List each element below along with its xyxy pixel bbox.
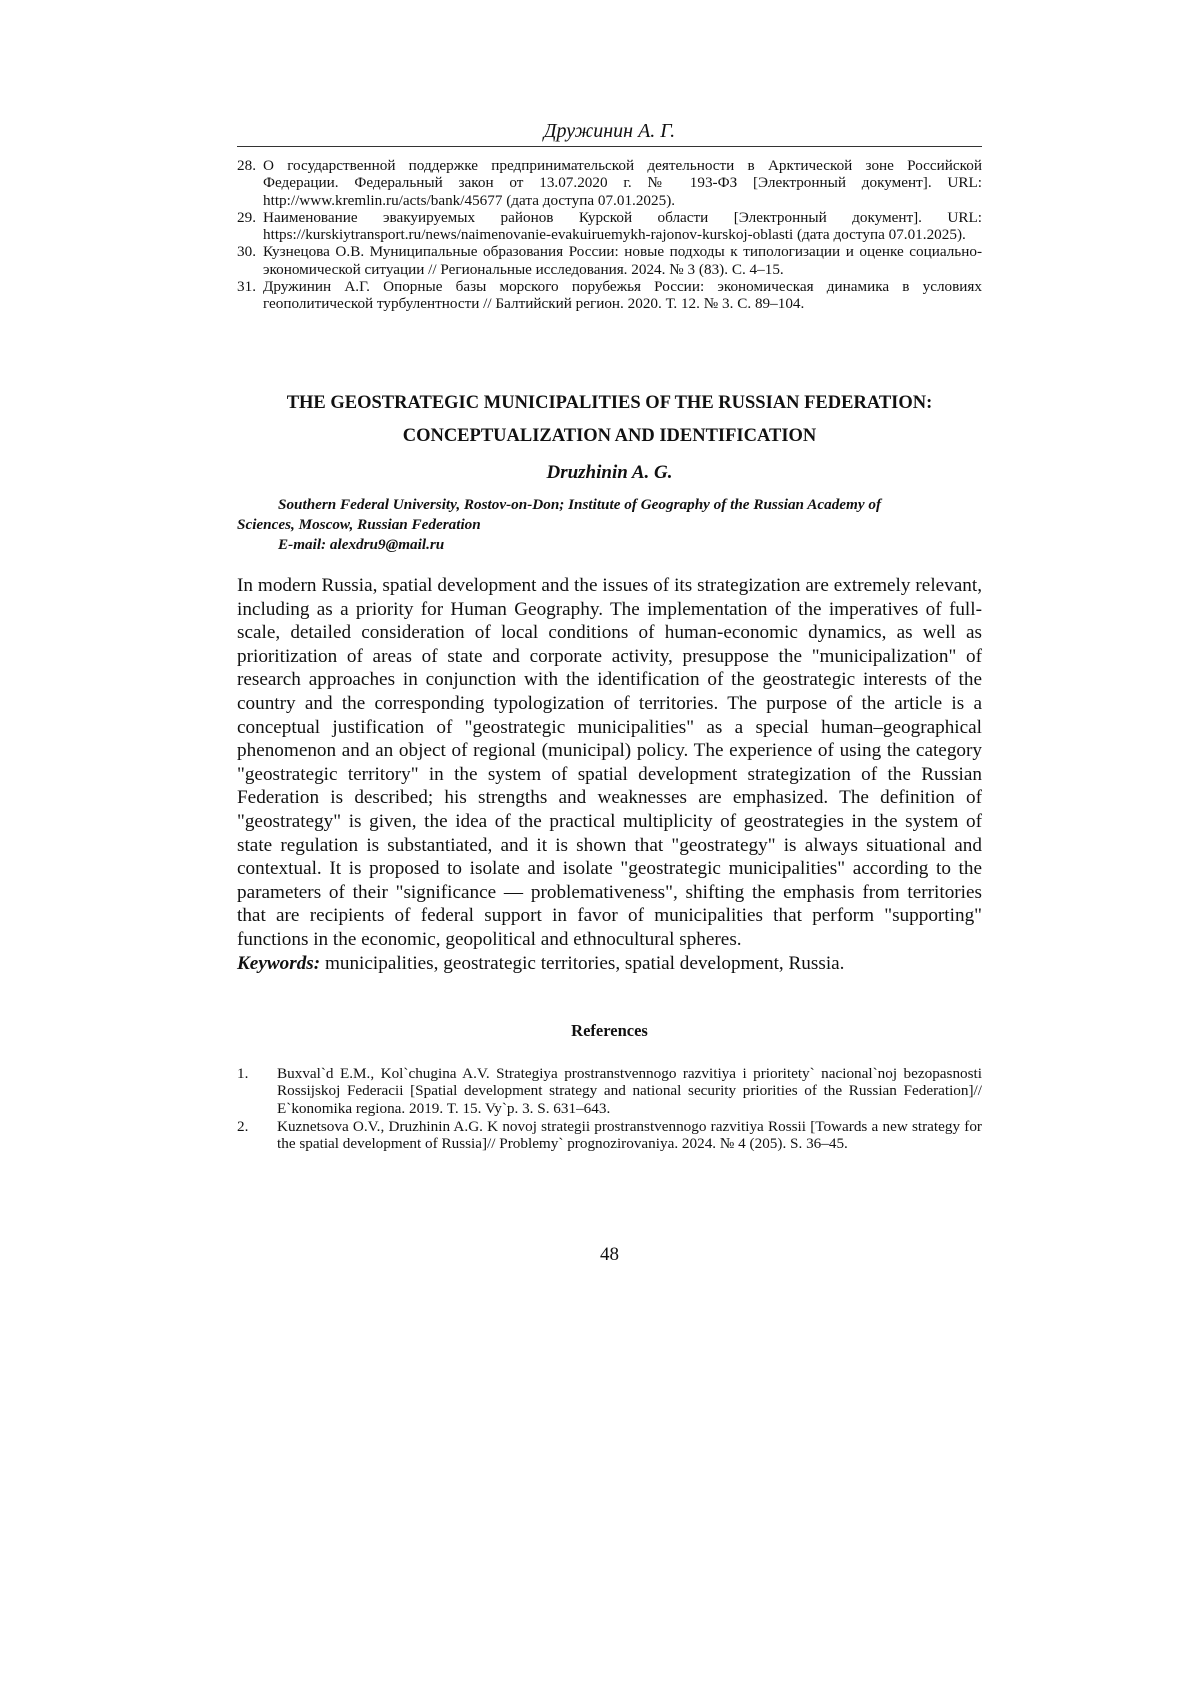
- reference-number: 31.: [237, 278, 263, 313]
- references-list: [237, 1065, 982, 1153]
- reference-text: Buxval`d E.M., Kol`chugina A.V. Strategiya prostranstvennogo razvitiya i prioritety` nacional`noj bezopasnosti Rossijskoj Federacii [Spatial development strategy and national security priorities of the Russian Federation]// E`konomika regiona. 2019. T. 15. Vy`p. 3. S. 631–643.: [277, 1065, 982, 1117]
- reference-text: Дружинин А.Г. Опорные базы морского порубежья России: экономическая динамика в условиях геополитической турбулентности // Балтийский регион. 2020. Т. 12. № 3. С. 89–104.: [263, 278, 982, 313]
- abstract: [237, 574, 982, 975]
- article-title-line-2: CONCEPTUALIZATION AND IDENTIFICATION: [237, 426, 982, 447]
- reference-item: [237, 243, 982, 278]
- reference-number: 29.: [237, 209, 263, 244]
- author-affiliation: [237, 495, 982, 555]
- reference-text: Наименование эвакуируемых районов Курской области [Электронный документ]. URL: https://kurskiytransport.ru/news/naimenovanie-evakuiruemykh-rajonov-kurskoj-oblasti (дата доступа 07.01.2025).: [263, 209, 982, 244]
- affiliation-line-2: Sciences, Moscow, Russian Federation: [237, 515, 982, 535]
- reference-text: Kuznetsova O.V., Druzhinin A.G. K novoj strategii prostranstvennogo razvitiya Rossii [Towards a new strategy for the spatial development of Russia]// Problemy` prognozirovaniya. 2024. № 4 (205). S. 36–45.: [277, 1118, 982, 1153]
- header-rule: [237, 146, 982, 147]
- reference-item: [237, 157, 982, 209]
- reference-number: 28.: [237, 157, 263, 209]
- reference-item: [237, 209, 982, 244]
- reference-text: Кузнецова О.В. Муниципальные образования России: новые подходы к типологизации и оценке социально-экономической ситуации // Региональные исследования. 2024. № 3 (83). С. 4–15.: [263, 243, 982, 278]
- page-number: 48: [237, 1244, 982, 1266]
- affiliation-line-1: Southern Federal University, Rostov-on-Don; Institute of Geography of the Russian Academy of: [237, 495, 982, 515]
- keywords-text: municipalities, geostrategic territories, spatial development, Russia.: [320, 953, 844, 974]
- references-heading: References: [237, 1021, 982, 1041]
- reference-item: [237, 278, 982, 313]
- keywords: [237, 952, 982, 976]
- reference-number: 30.: [237, 243, 263, 278]
- article-author: Druzhinin A. G.: [237, 462, 982, 484]
- reference-item: [237, 1065, 982, 1117]
- reference-number: 1.: [237, 1065, 277, 1117]
- author-email: E-mail: alexdru9@mail.ru: [237, 535, 982, 555]
- abstract-text: In modern Russia, spatial development and the issues of its strategization are extremely relevant, including as a priority for Human Geography. The implementation of the imperatives of full-scale, detailed consideration of local conditions of human-economic dynamics, as well as prioritization of areas of state and corporate activity, presuppose the "municipalization" of research approaches in conjunction with the identification of the geostrategic interests of the country and the corresponding typologization of territories. The purpose of the article is a conceptual justification of "geostrategic municipalities" as a special human–geographical phenomenon and an object of regional (municipal) policy. The experience of using the category "geostrategic territory" in the system of spatial development strategization of the Russian Federation is described; his strengths and weaknesses are emphasized. The definition of "geostrategy" is given, the idea of the practical multiplicity of geostrategies in the system of state regulation is substantiated, and it is shown that "geostrategy" is always situational and contextual. It is proposed to isolate and isolate "geostrategic municipalities" according to the parameters of their "significance — problemativeness", shifting the emphasis from territories that are recipients of federal support in favor of municipalities that perform "supporting" functions in the economic, geopolitical and ethnocultural spheres.: [237, 574, 982, 952]
- reference-item: [237, 1118, 982, 1153]
- article-title-line-1: THE GEOSTRATEGIC MUNICIPALITIES OF THE RUSSIAN FEDERATION:: [237, 393, 982, 414]
- running-head: Дружинин А. Г.: [237, 120, 982, 143]
- reference-text: О государственной поддержке предпринимательской деятельности в Арктической зоне Российской Федерации. Федеральный закон от 13.07.2020 г. № 193-ФЗ [Электронный документ]. URL: http://www.kremlin.ru/acts/bank/45677 (дата доступа 07.01.2025).: [263, 157, 982, 209]
- reference-number: 2.: [237, 1118, 277, 1153]
- previous-references-list: [237, 157, 982, 313]
- keywords-label: Keywords:: [237, 953, 320, 974]
